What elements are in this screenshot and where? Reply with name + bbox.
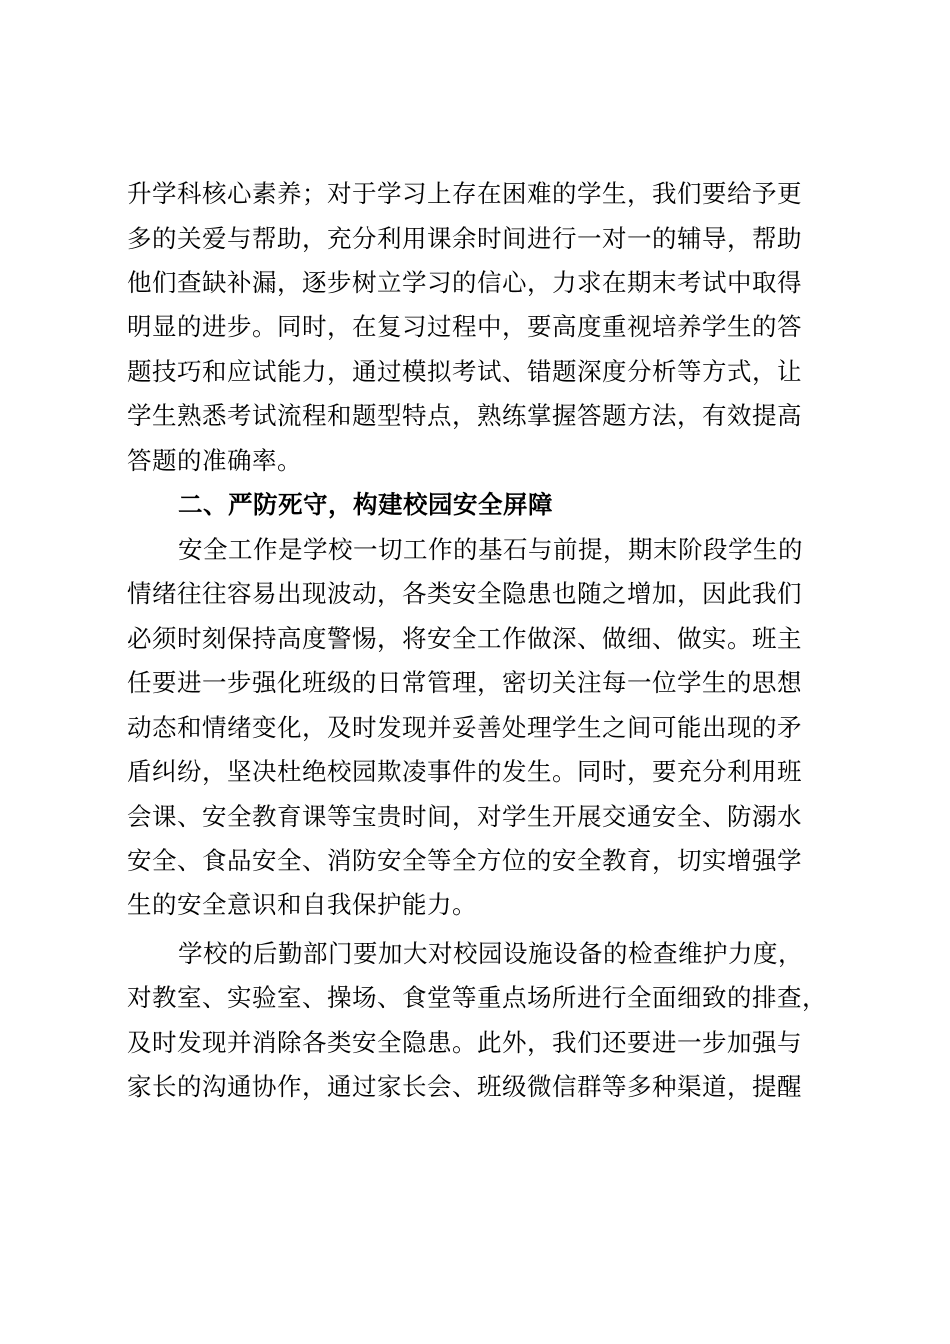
body-text-line: 动态和情绪变化，及时发现并妥善处理学生之间可能出现的矛 — [127, 713, 802, 742]
body-text-line: 情绪往往容易出现波动，各类安全隐患也随之增加，因此我们 — [127, 579, 802, 608]
body-text-line: 盾纠纷，坚决杜绝校园欺凌事件的发生。同时，要充分利用班 — [127, 757, 802, 786]
body-text-line: 明显的进步。同时，在复习过程中，要高度重视培养学生的答 — [127, 312, 802, 341]
body-text-line: 升学科核心素养；对于学习上存在困难的学生，我们要给予更 — [127, 179, 802, 208]
body-text-line: 安全工作是学校一切工作的基石与前提，期末阶段学生的 — [178, 535, 803, 564]
body-text-line: 必须时刻保持高度警惕，将安全工作做深、做细、做实。班主 — [127, 624, 802, 653]
body-text-line: 会课、安全教育课等宝贵时间，对学生开展交通安全、防溺水 — [127, 802, 802, 831]
body-text-line: 答题的准确率。 — [127, 446, 302, 475]
body-text-line: 多的关爱与帮助，充分利用课余时间进行一对一的辅导，帮助 — [127, 224, 802, 253]
body-text-line: 学生熟悉考试流程和题型特点，熟练掌握答题方法，有效提高 — [127, 401, 802, 430]
body-text-line: 对教室、实验室、操场、食堂等重点场所进行全面细致的排查， — [127, 983, 827, 1012]
body-text-line: 他们查缺补漏，逐步树立学习的信心，力求在期末考试中取得 — [127, 268, 802, 297]
body-text-line: 学校的后勤部门要加大对校园设施设备的检查维护力度， — [178, 939, 803, 968]
body-text-line: 任要进一步强化班级的日常管理，密切关注每一位学生的思想 — [127, 668, 802, 697]
body-text-line: 及时发现并消除各类安全隐患。此外，我们还要进一步加强与 — [127, 1028, 802, 1057]
body-text-line: 生的安全意识和自我保护能力。 — [127, 890, 477, 919]
section-heading: 二、严防死守，构建校园安全屏障 — [178, 490, 553, 519]
body-text-line: 题技巧和应试能力，通过模拟考试、错题深度分析等方式，让 — [127, 357, 802, 386]
body-text-line: 安全、食品安全、消防安全等全方位的安全教育，切实增强学 — [127, 846, 802, 875]
body-text-line: 家长的沟通协作，通过家长会、班级微信群等多种渠道，提醒 — [127, 1072, 802, 1101]
